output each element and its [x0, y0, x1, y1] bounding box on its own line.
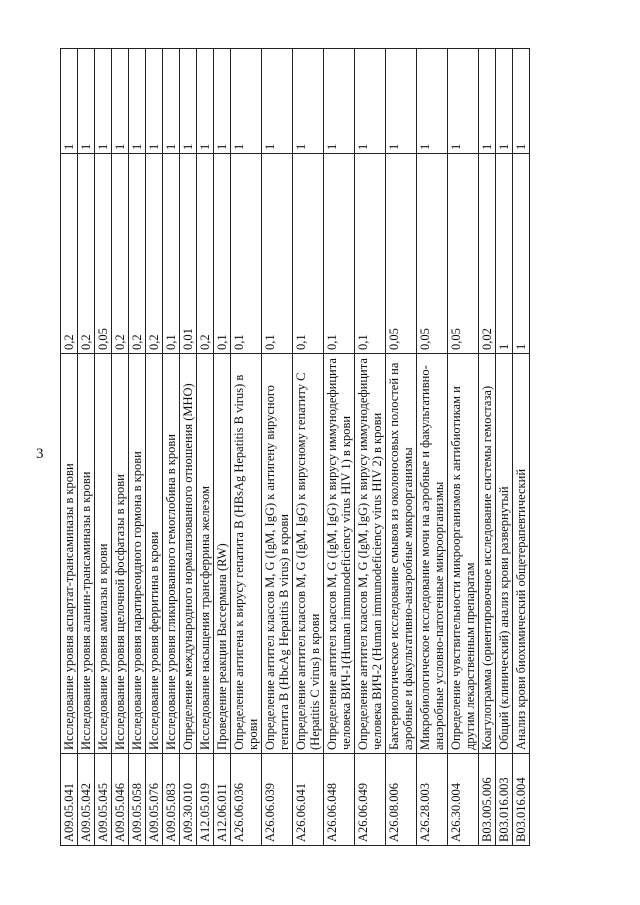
table-row — [95, 49, 112, 846]
code-cell: A26.06.049 — [355, 754, 386, 846]
table-body — [61, 49, 530, 846]
multiplicity-cell: 1 — [417, 49, 448, 154]
page-number: 3 — [36, 446, 44, 462]
multiplicity-cell: 1 — [95, 49, 112, 154]
name-cell: Определение антител классов M, G (IgM, IgG) к вирусу иммунодефицита человека ВИЧ-2 (Human immunodeficiency virus HIV 2) в крови — [355, 354, 386, 754]
name-cell: Определение международного нормализованного отношения (МНО) — [180, 354, 197, 754]
code-cell: A09.05.083 — [163, 754, 180, 846]
table-row — [231, 49, 262, 846]
frequency-cell: 0,05 — [95, 154, 112, 354]
frequency-cell: 0,1 — [262, 154, 293, 354]
table-row — [496, 49, 513, 846]
frequency-cell: 1 — [513, 154, 530, 354]
table-row — [180, 49, 197, 846]
code-cell: A09.05.046 — [112, 754, 129, 846]
code-cell: B03.005.006 — [479, 754, 496, 846]
code-cell: A09.05.045 — [95, 754, 112, 846]
table-row — [355, 49, 386, 846]
table-row — [163, 49, 180, 846]
table-row — [197, 49, 214, 846]
frequency-cell: 1 — [496, 154, 513, 354]
table-row — [386, 49, 417, 846]
frequency-cell: 0,2 — [197, 154, 214, 354]
frequency-cell: 0,1 — [214, 154, 231, 354]
name-cell: Определение чувствительности микроорганизмов к антибиотикам и другим лекарственным препаратам — [448, 354, 479, 754]
frequency-cell: 0,2 — [61, 154, 78, 354]
multiplicity-cell: 1 — [180, 49, 197, 154]
name-cell: Исследование уровня гликированного гемоглобина в крови — [163, 354, 180, 754]
code-cell: A26.06.039 — [262, 754, 293, 846]
name-cell: Коагулограмма (ориентировочное исследование системы гемостаза) — [479, 354, 496, 754]
code-cell: A26.06.041 — [293, 754, 324, 846]
table-row — [417, 49, 448, 846]
table-row — [78, 49, 95, 846]
name-cell: Исследование уровня амилазы в крови — [95, 354, 112, 754]
name-cell: Исследование насыщения трансферрина железом — [197, 354, 214, 754]
code-cell: A09.05.041 — [61, 754, 78, 846]
code-cell: A26.30.004 — [448, 754, 479, 846]
frequency-cell: 0,05 — [386, 154, 417, 354]
multiplicity-cell: 1 — [231, 49, 262, 154]
name-cell: Определение антител классов M, G (IgM, IgG) к вирусу иммунодефицита человека ВИЧ-1(Human immunodeficiency virus HIV 1) в крови — [324, 354, 355, 754]
code-cell: A09.05.042 — [78, 754, 95, 846]
multiplicity-cell: 1 — [146, 49, 163, 154]
table-row — [293, 49, 324, 846]
multiplicity-cell: 1 — [129, 49, 146, 154]
name-cell: Микробиологическое исследование мочи на аэробные и факультативно-анаэробные условно-патогенные микроорганизмы — [417, 354, 448, 754]
frequency-cell: 0,1 — [231, 154, 262, 354]
code-cell: A26.28.003 — [417, 754, 448, 846]
table-row — [112, 49, 129, 846]
code-cell: A09.05.076 — [146, 754, 163, 846]
frequency-cell: 0,2 — [129, 154, 146, 354]
frequency-cell: 0,02 — [479, 154, 496, 354]
name-cell: Исследование уровня щелочной фосфатазы в крови — [112, 354, 129, 754]
name-cell: Определение антител классов M, G (IgM, IgG) к вирусному гепатиту С (Hepatitis C virus) в крови — [293, 354, 324, 754]
multiplicity-cell: 1 — [197, 49, 214, 154]
code-cell: B03.016.004 — [513, 754, 530, 846]
multiplicity-cell: 1 — [78, 49, 95, 154]
multiplicity-cell: 1 — [479, 49, 496, 154]
multiplicity-cell: 1 — [324, 49, 355, 154]
table-row — [61, 49, 78, 846]
multiplicity-cell: 1 — [262, 49, 293, 154]
code-cell: A12.05.019 — [197, 754, 214, 846]
name-cell: Исследование уровня ферритина в крови — [146, 354, 163, 754]
table-row — [262, 49, 293, 846]
name-cell: Общий (клинический) анализ крови развернутый — [496, 354, 513, 754]
multiplicity-cell: 1 — [513, 49, 530, 154]
multiplicity-cell: 1 — [112, 49, 129, 154]
table-row — [479, 49, 496, 846]
frequency-cell: 0,1 — [293, 154, 324, 354]
frequency-cell: 0,1 — [163, 154, 180, 354]
multiplicity-cell: 1 — [214, 49, 231, 154]
table-row — [448, 49, 479, 846]
table-row — [324, 49, 355, 846]
multiplicity-cell: 1 — [386, 49, 417, 154]
name-cell: Проведение реакции Вассермана (RW) — [214, 354, 231, 754]
name-cell: Бактериологическое исследование смывов из околоносовых полостей на аэробные и факультативно-анаэробные микроорганизмы — [386, 354, 417, 754]
table-row — [146, 49, 163, 846]
code-cell: B03.016.003 — [496, 754, 513, 846]
frequency-cell: 0,2 — [146, 154, 163, 354]
frequency-cell: 0,01 — [180, 154, 197, 354]
frequency-cell: 0,05 — [448, 154, 479, 354]
name-cell: Анализ крови биохимический общетерапевтический — [513, 354, 530, 754]
frequency-cell: 0,2 — [78, 154, 95, 354]
name-cell: Определение антигена к вирусу гепатита В (HBsAg Hepatitis B virus) в крови — [231, 354, 262, 754]
table-row — [214, 49, 231, 846]
multiplicity-cell: 1 — [496, 49, 513, 154]
name-cell: Исследование уровня аланин-трансаминазы в крови — [78, 354, 95, 754]
multiplicity-cell: 1 — [163, 49, 180, 154]
frequency-cell: 0,1 — [355, 154, 386, 354]
code-cell: A26.08.006 — [386, 754, 417, 846]
services-table-rotated — [60, 49, 530, 846]
frequency-cell: 0,2 — [112, 154, 129, 354]
name-cell: Исследование уровня паратиреоидного гормона в крови — [129, 354, 146, 754]
multiplicity-cell: 1 — [355, 49, 386, 154]
multiplicity-cell: 1 — [293, 49, 324, 154]
code-cell: A09.05.058 — [129, 754, 146, 846]
multiplicity-cell: 1 — [448, 49, 479, 154]
name-cell: Исследование уровня аспартат-трансаминазы в крови — [61, 354, 78, 754]
name-cell: Определение антител классов M, G (IgM, IgG) к антигену вирусного гепатита В (HbcAg Hepatitis B virus) в крови — [262, 354, 293, 754]
code-cell: A12.06.011 — [214, 754, 231, 846]
frequency-cell: 0,1 — [324, 154, 355, 354]
code-cell: A26.06.048 — [324, 754, 355, 846]
medical-services-table — [60, 48, 530, 846]
code-cell: A26.06.036 — [231, 754, 262, 846]
frequency-cell: 0,05 — [417, 154, 448, 354]
table-row — [513, 49, 530, 846]
code-cell: A09.30.010 — [180, 754, 197, 846]
table-row — [129, 49, 146, 846]
multiplicity-cell: 1 — [61, 49, 78, 154]
